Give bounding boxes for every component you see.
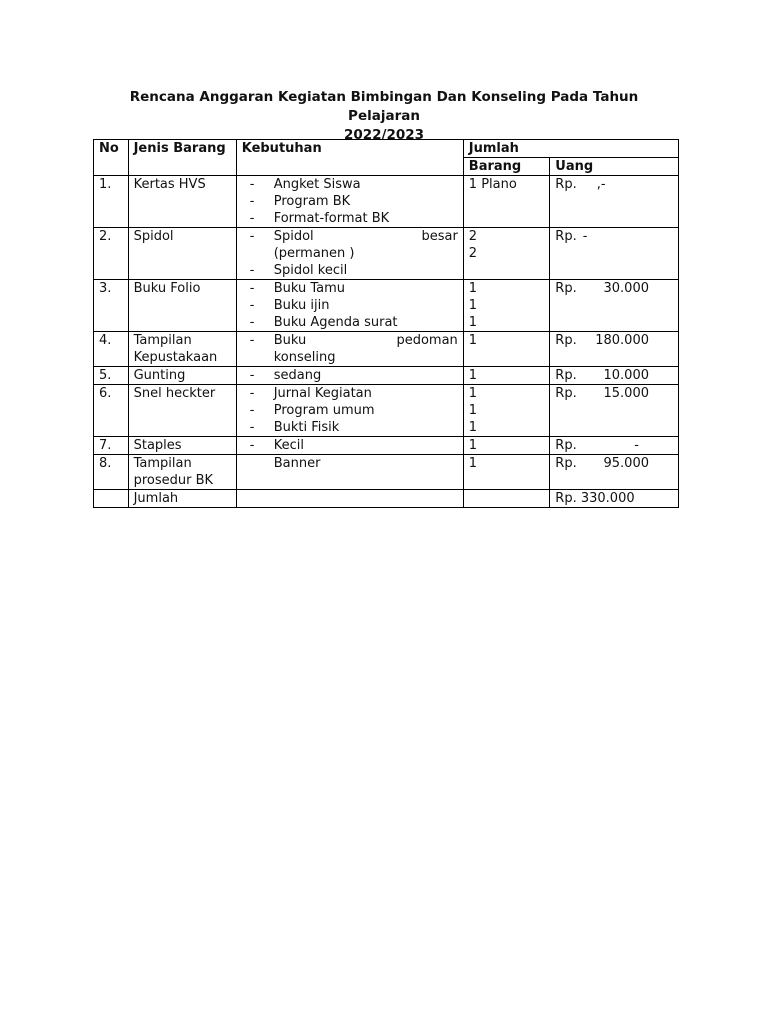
row-number: 4. bbox=[94, 332, 129, 367]
money-cell bbox=[550, 280, 679, 332]
currency-prefix: Rp. bbox=[555, 229, 577, 244]
dash-bullet: - bbox=[249, 420, 255, 435]
money-amount: ,- bbox=[596, 177, 606, 192]
money-cell bbox=[550, 332, 679, 367]
currency-prefix: Rp. bbox=[555, 177, 577, 192]
dash-bullet: - bbox=[249, 403, 255, 418]
header-jenis-barang: Jenis Barang bbox=[128, 140, 236, 176]
money-cell bbox=[550, 437, 679, 455]
needs-cell bbox=[236, 437, 463, 455]
quantity-cell bbox=[463, 385, 550, 437]
money-amount: 95.000 bbox=[603, 456, 649, 471]
needs-cell bbox=[236, 280, 463, 332]
table-row bbox=[94, 437, 679, 455]
money-amount: - bbox=[582, 229, 588, 244]
money-cell bbox=[550, 367, 679, 385]
money-value bbox=[555, 228, 673, 245]
document-title bbox=[96, 88, 672, 145]
quantity-value: 1 bbox=[468, 281, 478, 296]
need-text: besar bbox=[421, 229, 458, 244]
header-kebutuhan: Kebutuhan bbox=[236, 140, 463, 176]
quantity-value: 1 bbox=[468, 456, 478, 471]
need-item bbox=[242, 385, 458, 402]
quantity-value: 1 bbox=[468, 386, 478, 401]
need-item bbox=[242, 332, 458, 366]
need-item bbox=[242, 193, 458, 210]
needs-cell bbox=[236, 455, 463, 490]
total-empty-cell bbox=[236, 490, 463, 508]
row-number: 7. bbox=[94, 437, 129, 455]
header-row bbox=[94, 140, 679, 158]
need-text: Spidol bbox=[273, 229, 314, 244]
item-name bbox=[128, 455, 236, 490]
money-amount: 15.000 bbox=[603, 386, 649, 401]
dash-bullet: - bbox=[249, 211, 255, 226]
currency-prefix: Rp. bbox=[555, 281, 577, 296]
needs-cell bbox=[236, 176, 463, 228]
dash-bullet: - bbox=[249, 281, 255, 296]
item-name: Snel heckter bbox=[128, 385, 236, 437]
table-row bbox=[94, 385, 679, 437]
row-number: 8. bbox=[94, 455, 129, 490]
money-value bbox=[555, 455, 673, 472]
need-item bbox=[242, 437, 458, 454]
quantity-value: 1 Plano bbox=[468, 177, 517, 192]
quantity-cell bbox=[463, 228, 550, 280]
total-value: Rp. 330.000 bbox=[550, 490, 679, 508]
quantity-value: 2 bbox=[468, 229, 478, 244]
need-text: Bukti Fisik bbox=[273, 420, 340, 435]
need-text: pedoman bbox=[396, 333, 458, 348]
money-cell bbox=[550, 176, 679, 228]
dash-bullet: - bbox=[249, 386, 255, 401]
quantity-cell bbox=[463, 176, 550, 228]
item-name-line: Kepustakaan bbox=[133, 350, 218, 365]
dash-bullet: - bbox=[249, 194, 255, 209]
table-row bbox=[94, 367, 679, 385]
money-amount: 10.000 bbox=[603, 368, 649, 383]
quantity-value: 2 bbox=[468, 246, 478, 261]
dash-bullet: - bbox=[249, 229, 255, 244]
need-item bbox=[242, 455, 458, 472]
need-text: konseling bbox=[273, 350, 336, 365]
money-value bbox=[555, 437, 673, 454]
dash-bullet: - bbox=[249, 263, 255, 278]
needs-cell bbox=[236, 367, 463, 385]
budget-table bbox=[93, 139, 679, 508]
quantity-value: 1 bbox=[468, 438, 478, 453]
need-item bbox=[242, 262, 458, 279]
quantity-value: 1 bbox=[468, 420, 478, 435]
total-row bbox=[94, 490, 679, 508]
quantity-cell bbox=[463, 280, 550, 332]
dash-bullet: - bbox=[249, 368, 255, 383]
header-jumlah: Jumlah bbox=[463, 140, 678, 158]
money-cell bbox=[550, 455, 679, 490]
total-empty-cell bbox=[94, 490, 129, 508]
need-item bbox=[242, 280, 458, 297]
need-text: sedang bbox=[273, 368, 322, 383]
money-value bbox=[555, 280, 673, 297]
currency-prefix: Rp. bbox=[555, 438, 577, 453]
need-text: Buku bbox=[273, 333, 307, 348]
quantity-value: 1 bbox=[468, 315, 478, 330]
need-text: Jurnal Kegiatan bbox=[273, 386, 372, 401]
quantity-cell bbox=[463, 455, 550, 490]
money-value bbox=[555, 385, 673, 402]
need-text: (permanen ) bbox=[273, 246, 355, 261]
table-row bbox=[94, 228, 679, 280]
dash-bullet: - bbox=[249, 438, 255, 453]
quantity-value: 1 bbox=[468, 298, 478, 313]
money-amount: 30.000 bbox=[603, 281, 649, 296]
money-amount: - bbox=[634, 438, 639, 453]
item-name: Staples bbox=[128, 437, 236, 455]
currency-prefix: Rp. bbox=[555, 386, 577, 401]
currency-prefix: Rp. bbox=[555, 456, 577, 471]
need-item bbox=[242, 176, 458, 193]
item-name: Gunting bbox=[128, 367, 236, 385]
need-text: Spidol kecil bbox=[273, 263, 348, 278]
item-name: Spidol bbox=[128, 228, 236, 280]
need-item bbox=[242, 402, 458, 419]
table-row bbox=[94, 455, 679, 490]
item-name bbox=[128, 332, 236, 367]
currency-prefix: Rp. bbox=[555, 333, 577, 348]
needs-cell bbox=[236, 385, 463, 437]
quantity-value: 1 bbox=[468, 368, 478, 383]
row-number: 1. bbox=[94, 176, 129, 228]
dash-bullet: - bbox=[249, 333, 255, 348]
need-item bbox=[242, 297, 458, 314]
row-number: 6. bbox=[94, 385, 129, 437]
header-no: No bbox=[94, 140, 129, 176]
item-name-line: Tampilan bbox=[133, 456, 192, 471]
money-value bbox=[555, 332, 673, 349]
row-number: 3. bbox=[94, 280, 129, 332]
dash-bullet: - bbox=[249, 177, 255, 192]
title-line-2: 2022/2023 bbox=[343, 127, 425, 143]
money-value bbox=[555, 176, 673, 193]
need-text: Angket Siswa bbox=[273, 177, 361, 192]
total-label: Jumlah bbox=[128, 490, 236, 508]
money-value bbox=[555, 367, 673, 384]
quantity-cell bbox=[463, 332, 550, 367]
need-text: Buku ijin bbox=[273, 298, 330, 313]
need-item bbox=[242, 210, 458, 227]
row-number: 2. bbox=[94, 228, 129, 280]
need-item bbox=[242, 314, 458, 331]
need-text: Buku Tamu bbox=[273, 281, 346, 296]
table-row bbox=[94, 176, 679, 228]
dash-bullet: - bbox=[249, 298, 255, 313]
title-line-1: Rencana Anggaran Kegiatan Bimbingan Dan Konseling Pada Tahun Pelajaran bbox=[129, 89, 639, 124]
item-name-line: Tampilan bbox=[133, 333, 192, 348]
quantity-cell bbox=[463, 367, 550, 385]
quantity-cell bbox=[463, 437, 550, 455]
need-text: Buku Agenda surat bbox=[273, 315, 398, 330]
item-name-line: prosedur BK bbox=[133, 473, 214, 488]
header-uang: Uang bbox=[550, 158, 679, 176]
quantity-value: 1 bbox=[468, 333, 478, 348]
need-text: Program BK bbox=[273, 194, 351, 209]
need-text: Banner bbox=[273, 456, 321, 471]
total-empty-cell bbox=[463, 490, 550, 508]
need-text: Program umum bbox=[273, 403, 375, 418]
table-row bbox=[94, 332, 679, 367]
money-cell bbox=[550, 228, 679, 280]
need-text: Format-format BK bbox=[273, 211, 390, 226]
table-row bbox=[94, 280, 679, 332]
needs-cell bbox=[236, 228, 463, 280]
money-amount: 180.000 bbox=[595, 333, 649, 348]
need-text: Kecil bbox=[273, 438, 304, 453]
need-item bbox=[242, 367, 458, 384]
money-cell bbox=[550, 385, 679, 437]
quantity-value: 1 bbox=[468, 403, 478, 418]
currency-prefix: Rp. bbox=[555, 368, 577, 383]
need-item bbox=[242, 419, 458, 436]
needs-cell bbox=[236, 332, 463, 367]
dash-bullet: - bbox=[249, 315, 255, 330]
header-barang: Barang bbox=[463, 158, 550, 176]
row-number: 5. bbox=[94, 367, 129, 385]
item-name: Buku Folio bbox=[128, 280, 236, 332]
item-name: Kertas HVS bbox=[128, 176, 236, 228]
need-item bbox=[242, 228, 458, 262]
